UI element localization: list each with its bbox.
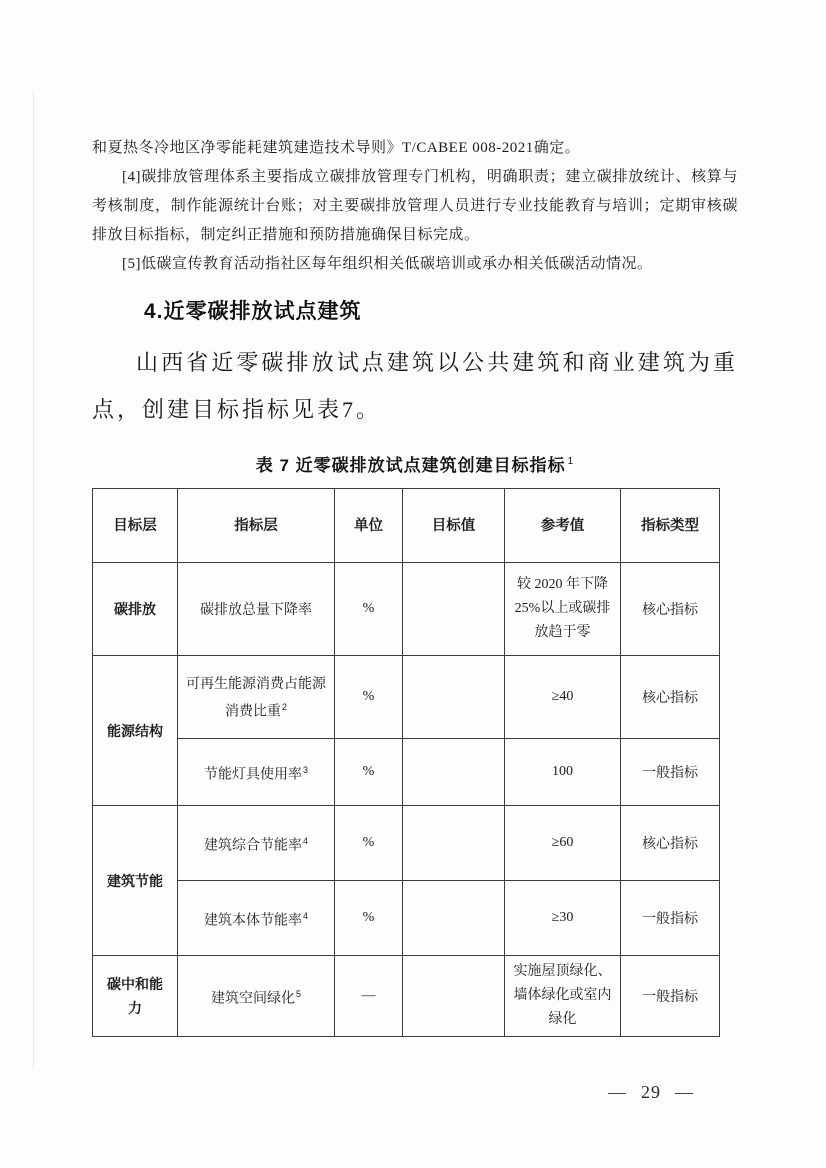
reference-value-cell: 100	[505, 739, 621, 806]
header-reference-value: 参考值	[505, 489, 621, 563]
header-indicator-type: 指标类型	[621, 489, 720, 563]
footer-left-dash: —	[608, 1082, 627, 1102]
header-unit: 单位	[335, 489, 403, 563]
unit-cell: %	[335, 656, 403, 739]
group-cell-energy-structure: 能源结构	[93, 656, 178, 806]
indicator-type-cell: 一般指标	[621, 739, 720, 806]
indicator-superscript: 5	[295, 989, 301, 1000]
table-title-text: 表 7 近零碳排放试点建筑创建目标指标	[255, 456, 566, 475]
indicator-superscript: 4	[302, 911, 308, 922]
indicator-text: 节能灯具使用率	[203, 765, 302, 782]
indicator-type-cell: 核心指标	[621, 806, 720, 881]
target-value-cell	[403, 881, 505, 956]
target-value-cell	[403, 806, 505, 881]
indicator-superscript: 3	[302, 765, 308, 776]
target-value-cell	[403, 739, 505, 806]
indicator-cell	[178, 739, 335, 806]
indicator-text: 建筑本体节能率	[203, 911, 302, 928]
header-target-layer: 目标层	[93, 489, 178, 563]
scan-artifact-line	[33, 90, 34, 1070]
reference-value-cell: 实施屋顶绿化、墙体绿化或室内绿化	[505, 956, 621, 1037]
unit-cell: %	[335, 563, 403, 656]
indicator-cell	[178, 956, 335, 1037]
reference-value-cell: ≥30	[505, 881, 621, 956]
unit-cell: %	[335, 806, 403, 881]
indicator-text: 可再生能源消费占能源消费比重	[186, 675, 326, 719]
target-value-cell	[403, 563, 505, 656]
target-value-cell	[403, 956, 505, 1037]
indicator-text: 碳排放总量下降率	[200, 601, 312, 617]
reference-value-cell: ≥40	[505, 656, 621, 739]
indicator-type-cell: 一般指标	[621, 881, 720, 956]
header-indicator-layer: 指标层	[178, 489, 335, 563]
table-row	[93, 739, 720, 806]
page-footer	[594, 1082, 708, 1103]
table-row	[93, 656, 720, 739]
target-value-cell	[403, 656, 505, 739]
section-heading: 4.近零碳排放试点建筑	[144, 300, 362, 323]
table-title-superscript: 1	[567, 456, 575, 468]
group-cell-carbon-neutral-capacity: 碳中和能力	[93, 956, 178, 1037]
indicator-type-cell: 一般指标	[621, 956, 720, 1037]
indicator-text: 建筑综合节能率	[203, 836, 302, 853]
indicator-type-cell: 核心指标	[621, 656, 720, 739]
unit-cell: %	[335, 881, 403, 956]
footer-right-dash: —	[675, 1082, 694, 1102]
reference-value-cell: 较 2020 年下降25%以上或碳排放趋于零	[505, 563, 621, 656]
indicator-cell	[178, 563, 335, 656]
group-cell-building-energy-saving: 建筑节能	[93, 806, 178, 956]
table-row	[93, 881, 720, 956]
paragraph-continuation: 和夏热冬冷地区净零能耗建筑建造技术导则》T/CABEE 008-2021确定。	[92, 140, 581, 156]
indicator-text: 建筑空间绿化	[210, 989, 295, 1006]
table-row	[93, 563, 720, 656]
header-target-value: 目标值	[403, 489, 505, 563]
page-number: 29	[641, 1082, 661, 1102]
table-row	[93, 956, 720, 1037]
footnote-4-paragraph: [4]碳排放管理体系主要指成立碳排放管理专门机构，明确职责；建立碳排放统计、核算与考核制度，制作能源统计台账；对主要碳排放管理人员进行专业技能教育与培训；定期审核碳排放目标指标，制定纠正措施和预防措施确保目标完成。	[92, 169, 738, 243]
table-title	[92, 451, 738, 476]
unit-cell: —	[335, 956, 403, 1037]
group-cell-carbon-emission: 碳排放	[93, 563, 178, 656]
footnote-5-paragraph: [5]低碳宣传教育活动指社区每年组织相关低碳培训或承办相关低碳活动情况。	[122, 256, 653, 272]
indicator-cell	[178, 881, 335, 956]
target-indicator-table	[92, 488, 720, 1037]
table-row	[93, 806, 720, 881]
indicator-cell	[178, 656, 335, 739]
unit-cell: %	[335, 739, 403, 806]
page-content	[92, 134, 738, 1037]
table-header-row	[93, 489, 720, 563]
indicator-superscript: 4	[302, 836, 308, 847]
reference-value-cell: ≥60	[505, 806, 621, 881]
indicator-type-cell: 核心指标	[621, 563, 720, 656]
intro-paragraph: 山西省近零碳排放试点建筑以公共建筑和商业建筑为重点，创建目标指标见表7。	[92, 350, 738, 422]
indicator-cell	[178, 806, 335, 881]
indicator-superscript: 2	[281, 702, 287, 713]
